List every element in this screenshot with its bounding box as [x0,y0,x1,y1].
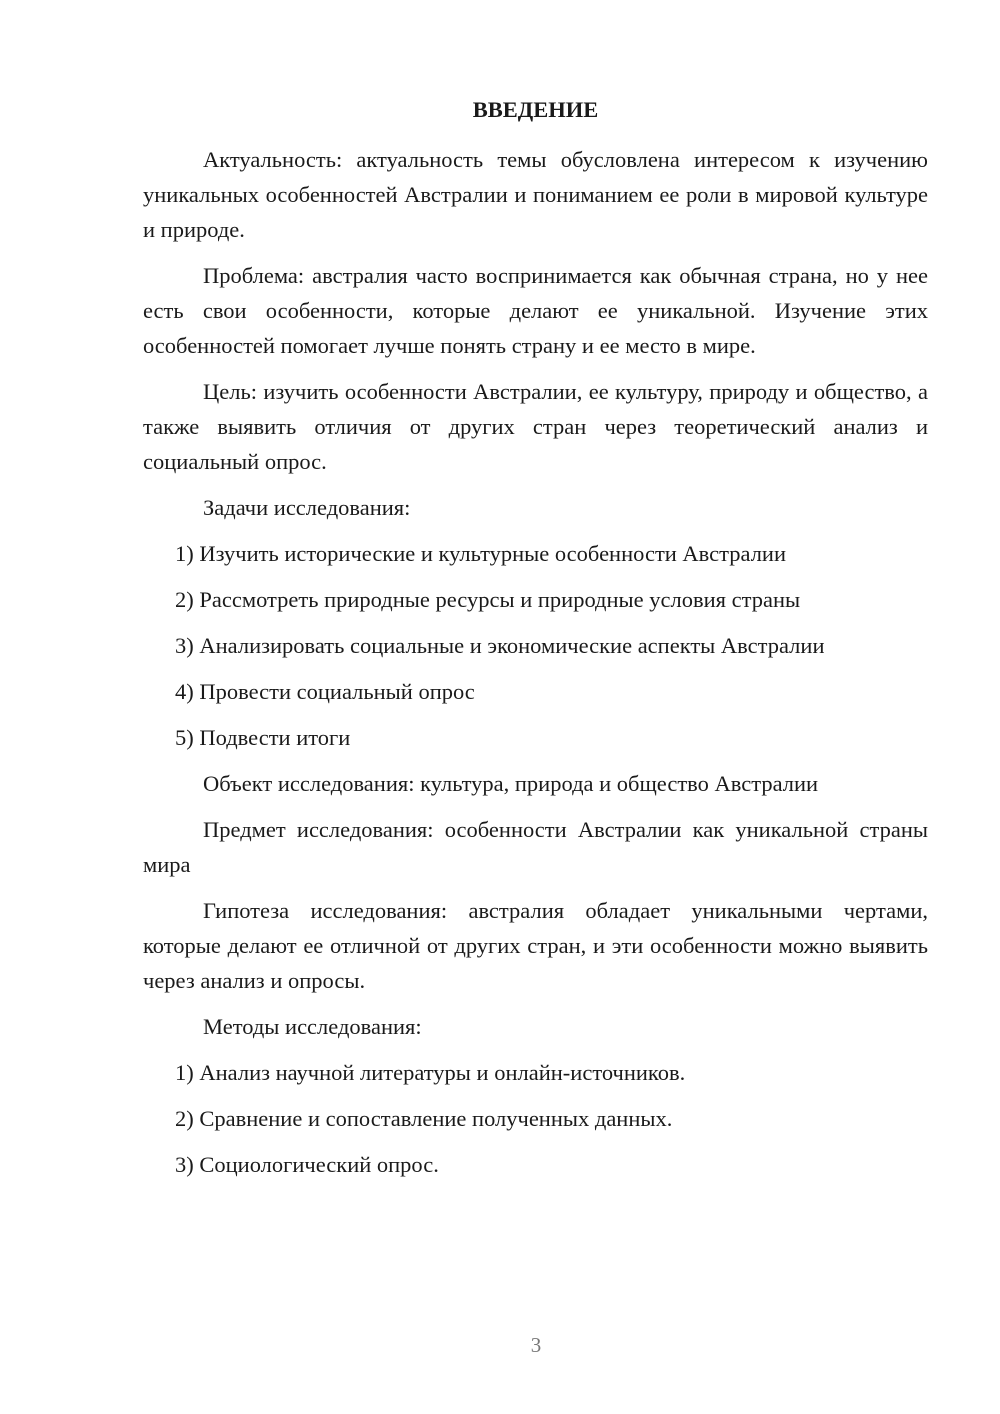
subject-paragraph: Предмет исследования: особенности Австралии как уникальной страны мира [143,817,928,877]
task-item: 5) Подвести итоги [175,725,351,750]
method-item: 3) Социологический опрос. [175,1152,439,1177]
problem-paragraph: Проблема: австралия часто воспринимается как обычная страна, но у нее есть свои особенности, которые делают ее уникальной. Изучение этих особенностей помогает лучше понять страну и ее место в мире. [143,263,928,358]
goal-paragraph: Цель: изучить особенности Австралии, ее культуру, природу и общество, а также выявить отличия от других стран через теоретический анализ и социальный опрос. [143,379,928,474]
object-paragraph: Объект исследования: культура, природа и общество Австралии [203,771,819,796]
task-item: 4) Провести социальный опрос [175,679,475,704]
page-number: 3 [530,1333,542,1357]
task-item: 3) Анализировать социальные и экономические аспекты Австралии [175,633,825,658]
methods-heading: Методы исследования: [203,1014,422,1039]
section-title: ВВЕДЕНИЕ [472,97,599,122]
relevance-paragraph: Актуальность: актуальность темы обусловлена интересом к изучению уникальных особенностей Австралии и пониманием ее роли в мировой культуре и природе. [143,147,928,242]
task-item: 2) Рассмотреть природные ресурсы и природные условия страны [175,587,801,612]
method-item: 1) Анализ научной литературы и онлайн-источников. [175,1060,686,1085]
page-content [143,92,928,1193]
tasks-heading: Задачи исследования: [203,495,411,520]
task-item: 1) Изучить исторические и культурные особенности Австралии [175,541,787,566]
hypothesis-paragraph: Гипотеза исследования: австралия обладает уникальными чертами, которые делают ее отличной от других стран, и эти особенности можно выявить через анализ и опросы. [143,898,928,993]
method-item: 2) Сравнение и сопоставление полученных данных. [175,1106,673,1131]
